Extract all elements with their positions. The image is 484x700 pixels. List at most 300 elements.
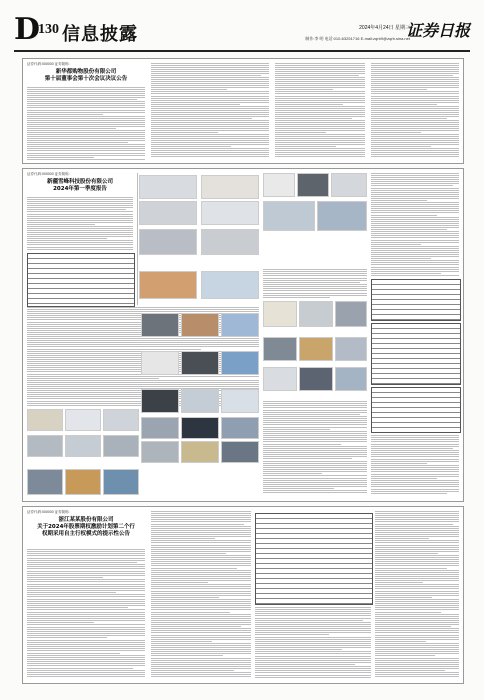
text-line bbox=[151, 67, 269, 68]
text-line bbox=[151, 140, 269, 141]
text-line bbox=[375, 524, 453, 525]
text-line bbox=[371, 69, 459, 70]
article-1-text-col-3 bbox=[275, 63, 365, 159]
text-line bbox=[375, 651, 459, 652]
text-line bbox=[371, 188, 459, 189]
text-line bbox=[375, 601, 459, 602]
text-line bbox=[151, 595, 251, 596]
text-line bbox=[151, 614, 251, 615]
page-letter: D bbox=[14, 12, 41, 47]
text-line bbox=[151, 124, 269, 125]
text-line bbox=[263, 467, 367, 468]
text-line bbox=[371, 136, 459, 137]
text-line bbox=[151, 674, 251, 675]
article-3-text-col-3 bbox=[255, 607, 371, 679]
text-line bbox=[371, 126, 459, 127]
text-line bbox=[371, 91, 459, 92]
text-line bbox=[27, 89, 145, 90]
text-line bbox=[27, 207, 133, 208]
text-line bbox=[375, 616, 459, 617]
text-line bbox=[27, 114, 103, 115]
text-line bbox=[151, 116, 269, 117]
text-line bbox=[151, 511, 251, 512]
product-photo bbox=[221, 351, 259, 375]
article-2-company: 新疆雪峰科技股份有限公司 bbox=[46, 179, 113, 185]
text-line bbox=[371, 246, 459, 247]
text-line bbox=[27, 558, 145, 559]
text-line bbox=[151, 574, 251, 575]
text-line bbox=[27, 676, 145, 677]
product-photo bbox=[139, 201, 197, 225]
product-photo bbox=[65, 435, 101, 457]
text-line bbox=[27, 211, 133, 212]
text-line bbox=[375, 519, 459, 520]
text-line bbox=[151, 519, 251, 520]
text-line bbox=[275, 120, 365, 121]
text-line bbox=[151, 649, 251, 650]
text-line bbox=[275, 134, 365, 135]
text-line bbox=[371, 110, 459, 111]
text-line bbox=[27, 594, 145, 595]
text-line bbox=[375, 536, 459, 537]
text-line bbox=[371, 152, 459, 153]
text-line bbox=[27, 646, 145, 647]
article-2-financial-table-3 bbox=[371, 323, 461, 385]
text-line bbox=[375, 530, 459, 531]
text-line bbox=[263, 288, 367, 289]
text-line bbox=[263, 488, 334, 489]
text-line bbox=[27, 584, 145, 585]
text-line bbox=[151, 651, 251, 652]
text-line bbox=[151, 81, 269, 82]
text-line bbox=[263, 275, 367, 276]
text-line bbox=[375, 643, 459, 644]
text-line bbox=[375, 563, 459, 564]
product-photo bbox=[181, 441, 219, 463]
text-line bbox=[151, 605, 251, 606]
article-2-text-col-4b bbox=[371, 435, 459, 495]
text-line bbox=[375, 660, 459, 661]
text-line bbox=[371, 240, 459, 241]
text-line bbox=[151, 603, 251, 604]
text-line bbox=[151, 138, 269, 139]
text-line bbox=[375, 622, 459, 623]
text-line bbox=[263, 416, 367, 417]
product-photo bbox=[181, 313, 219, 337]
text-line bbox=[275, 91, 365, 92]
text-line bbox=[151, 540, 251, 541]
text-line bbox=[275, 98, 365, 99]
text-line bbox=[371, 231, 459, 232]
text-line bbox=[151, 126, 269, 127]
text-line bbox=[371, 156, 459, 157]
text-line bbox=[27, 575, 145, 576]
text-line bbox=[27, 609, 145, 610]
text-line bbox=[27, 620, 145, 621]
text-line bbox=[375, 674, 459, 675]
text-line bbox=[375, 637, 459, 638]
text-line bbox=[151, 521, 251, 522]
text-line bbox=[275, 93, 365, 94]
text-line bbox=[275, 73, 365, 74]
text-line bbox=[263, 452, 367, 453]
text-line bbox=[371, 183, 459, 184]
text-line bbox=[27, 150, 145, 151]
text-line bbox=[371, 441, 459, 442]
text-line bbox=[371, 456, 459, 457]
product-photo bbox=[201, 271, 259, 299]
product-photo bbox=[27, 435, 63, 457]
text-line bbox=[371, 219, 459, 220]
text-line bbox=[375, 605, 459, 606]
text-line bbox=[27, 566, 145, 567]
text-line bbox=[27, 238, 107, 239]
text-line bbox=[255, 645, 371, 646]
text-line bbox=[263, 422, 367, 423]
text-line bbox=[371, 471, 459, 472]
text-line bbox=[371, 439, 459, 440]
text-line bbox=[275, 79, 365, 80]
product-photo bbox=[221, 417, 259, 439]
text-line bbox=[375, 576, 459, 577]
text-line bbox=[27, 224, 95, 225]
text-line bbox=[27, 631, 145, 632]
text-line bbox=[27, 110, 145, 111]
text-line bbox=[371, 210, 459, 211]
text-line bbox=[255, 649, 342, 650]
text-line bbox=[255, 675, 371, 676]
text-line bbox=[263, 446, 367, 447]
text-line bbox=[371, 227, 459, 228]
text-line bbox=[371, 173, 459, 174]
article-2-financial-table-2 bbox=[371, 279, 461, 321]
text-line bbox=[263, 465, 367, 466]
product-photo bbox=[141, 441, 179, 463]
product-photo bbox=[201, 175, 259, 199]
text-line bbox=[151, 122, 269, 123]
text-line bbox=[375, 578, 459, 579]
text-line bbox=[27, 629, 145, 630]
product-photo bbox=[299, 367, 333, 391]
contact-line: 制作:李 明 电话:010-63251716 E-mail:zqrb9@zqrb.sina.net bbox=[305, 36, 410, 41]
text-line bbox=[27, 616, 145, 617]
text-line bbox=[27, 101, 145, 102]
text-line bbox=[151, 93, 269, 94]
article-3-text-col-2 bbox=[151, 511, 251, 679]
text-line bbox=[371, 248, 459, 249]
text-line bbox=[27, 659, 145, 660]
article-3-title: 关于2024年股票期权激励计划第二个行权期采用自主行权模式的提示性公告 bbox=[37, 524, 135, 537]
text-line bbox=[255, 668, 371, 669]
text-line bbox=[151, 643, 251, 644]
text-line bbox=[151, 622, 251, 623]
text-line bbox=[263, 473, 322, 474]
text-line bbox=[375, 655, 435, 656]
text-line bbox=[27, 612, 145, 613]
text-line bbox=[27, 607, 128, 608]
text-line bbox=[375, 551, 459, 552]
text-line bbox=[151, 154, 269, 155]
text-line bbox=[375, 649, 459, 650]
text-line bbox=[151, 565, 251, 566]
text-line bbox=[371, 73, 459, 74]
text-line bbox=[371, 181, 459, 182]
text-line bbox=[151, 660, 251, 661]
text-line bbox=[27, 240, 133, 241]
text-line bbox=[375, 515, 459, 516]
text-line bbox=[263, 293, 367, 294]
text-line bbox=[255, 670, 371, 671]
text-line bbox=[27, 112, 145, 113]
text-line bbox=[27, 581, 145, 582]
text-line bbox=[27, 226, 133, 227]
text-line bbox=[263, 410, 367, 411]
article-2-text-col-4a bbox=[371, 173, 459, 277]
text-line bbox=[371, 467, 459, 468]
text-line bbox=[263, 414, 360, 415]
text-line bbox=[375, 668, 459, 669]
text-line bbox=[151, 580, 251, 581]
text-line bbox=[27, 635, 145, 636]
text-line bbox=[371, 140, 459, 141]
text-line bbox=[371, 177, 459, 178]
text-line bbox=[151, 599, 251, 600]
text-line bbox=[275, 122, 365, 123]
text-line bbox=[375, 534, 459, 535]
text-line bbox=[371, 93, 459, 94]
text-line bbox=[151, 128, 269, 129]
text-line bbox=[263, 463, 367, 464]
text-line bbox=[151, 591, 251, 592]
text-line bbox=[151, 670, 234, 671]
text-line bbox=[371, 465, 459, 466]
product-photo bbox=[141, 417, 179, 439]
product-image-grid-right bbox=[263, 173, 367, 269]
text-line bbox=[371, 435, 459, 436]
text-line bbox=[371, 204, 459, 205]
text-line bbox=[371, 491, 459, 492]
text-line bbox=[371, 71, 459, 72]
text-line bbox=[371, 194, 459, 195]
text-line bbox=[263, 403, 367, 404]
text-line bbox=[27, 588, 145, 589]
text-line bbox=[371, 208, 459, 209]
text-line bbox=[151, 538, 215, 539]
text-line bbox=[263, 424, 367, 425]
text-line bbox=[255, 628, 371, 629]
text-line bbox=[371, 114, 459, 115]
text-line bbox=[263, 280, 367, 281]
text-line bbox=[375, 635, 459, 636]
text-line bbox=[27, 118, 145, 119]
text-line bbox=[27, 209, 126, 210]
text-line bbox=[27, 228, 133, 229]
text-line bbox=[263, 429, 330, 430]
text-line bbox=[275, 130, 365, 131]
text-line bbox=[275, 65, 365, 66]
article-1-company: 新华都购物股份有限公司 bbox=[55, 69, 117, 75]
text-line bbox=[371, 223, 459, 224]
text-line bbox=[255, 656, 371, 657]
text-line bbox=[263, 433, 367, 434]
text-line bbox=[255, 632, 371, 633]
text-line bbox=[27, 120, 145, 121]
text-line bbox=[371, 138, 459, 139]
text-line bbox=[375, 653, 459, 654]
text-line bbox=[27, 220, 133, 221]
text-line bbox=[275, 112, 365, 113]
text-line bbox=[27, 599, 145, 600]
text-line bbox=[151, 635, 251, 636]
text-line bbox=[371, 150, 459, 151]
text-line bbox=[375, 574, 459, 575]
text-line bbox=[27, 136, 145, 137]
text-line bbox=[371, 122, 459, 123]
product-photo bbox=[331, 173, 367, 197]
text-line bbox=[27, 91, 145, 92]
text-line bbox=[27, 555, 145, 556]
text-line bbox=[275, 81, 365, 82]
text-line bbox=[371, 242, 459, 243]
text-line bbox=[263, 444, 341, 445]
text-line bbox=[371, 65, 459, 66]
text-line bbox=[371, 196, 459, 197]
text-line bbox=[27, 627, 145, 628]
text-line bbox=[151, 616, 251, 617]
text-line bbox=[375, 624, 459, 625]
article-1-text-col-4 bbox=[371, 63, 459, 159]
text-line bbox=[275, 110, 365, 111]
text-line bbox=[27, 549, 145, 550]
product-photo bbox=[27, 469, 63, 495]
text-line bbox=[275, 87, 365, 88]
text-line bbox=[27, 122, 145, 123]
text-line bbox=[255, 630, 371, 631]
text-line bbox=[375, 559, 459, 560]
text-line bbox=[255, 611, 371, 612]
text-line bbox=[275, 152, 365, 153]
text-line bbox=[375, 658, 459, 659]
text-line bbox=[371, 212, 459, 213]
text-line bbox=[371, 75, 453, 76]
text-line bbox=[27, 199, 133, 200]
text-line bbox=[151, 630, 251, 631]
text-line bbox=[371, 116, 459, 117]
text-line bbox=[27, 124, 145, 125]
text-line bbox=[375, 540, 459, 541]
text-line bbox=[371, 215, 437, 216]
text-line bbox=[371, 474, 459, 475]
text-line bbox=[371, 202, 459, 203]
text-line bbox=[151, 584, 251, 585]
text-line bbox=[27, 107, 145, 108]
text-line bbox=[151, 75, 261, 76]
text-line bbox=[151, 150, 269, 151]
text-line bbox=[275, 148, 365, 149]
text-line bbox=[375, 666, 459, 667]
text-line bbox=[275, 71, 365, 72]
text-line bbox=[151, 114, 269, 115]
text-line bbox=[27, 216, 133, 217]
text-line bbox=[27, 148, 145, 149]
text-line bbox=[263, 450, 367, 451]
text-line bbox=[255, 677, 371, 678]
text-line bbox=[375, 588, 459, 589]
text-line bbox=[371, 200, 427, 201]
text-line bbox=[27, 126, 145, 127]
text-line bbox=[375, 557, 459, 558]
text-line bbox=[371, 463, 427, 464]
text-line bbox=[255, 641, 371, 642]
text-line bbox=[27, 568, 145, 569]
text-line bbox=[375, 580, 459, 581]
text-line bbox=[27, 378, 159, 379]
text-line bbox=[255, 637, 371, 638]
product-photo bbox=[297, 173, 329, 197]
text-line bbox=[151, 624, 251, 625]
text-line bbox=[151, 79, 269, 80]
text-line bbox=[255, 615, 371, 616]
text-line bbox=[263, 297, 330, 298]
text-line bbox=[263, 401, 367, 402]
text-line bbox=[151, 73, 269, 74]
text-line bbox=[151, 545, 251, 546]
text-line bbox=[375, 553, 438, 554]
text-line bbox=[275, 156, 365, 157]
text-line bbox=[375, 664, 459, 665]
text-line bbox=[375, 582, 423, 583]
text-line bbox=[275, 144, 365, 145]
text-line bbox=[375, 662, 459, 663]
product-photo bbox=[103, 435, 139, 457]
text-line bbox=[275, 140, 365, 141]
text-line bbox=[151, 110, 269, 111]
text-line bbox=[375, 639, 459, 640]
text-line bbox=[27, 618, 145, 619]
text-line bbox=[375, 538, 429, 539]
article-3 bbox=[22, 506, 464, 684]
text-line bbox=[27, 142, 128, 143]
text-line bbox=[371, 229, 447, 230]
text-line bbox=[151, 532, 251, 533]
masthead bbox=[14, 14, 470, 52]
text-line bbox=[263, 486, 367, 487]
product-photo bbox=[263, 337, 297, 361]
text-line bbox=[275, 104, 343, 105]
text-line bbox=[275, 100, 365, 101]
section-title: 信息披露 bbox=[62, 24, 138, 45]
text-line bbox=[275, 75, 359, 76]
text-line bbox=[371, 179, 459, 180]
text-line bbox=[375, 597, 432, 598]
text-line bbox=[255, 618, 371, 619]
text-line bbox=[371, 154, 459, 155]
text-line bbox=[371, 144, 459, 145]
text-line bbox=[275, 154, 365, 155]
text-line bbox=[263, 271, 367, 272]
product-photo bbox=[181, 417, 219, 439]
text-line bbox=[255, 664, 355, 665]
text-line bbox=[275, 108, 365, 109]
text-line bbox=[27, 590, 145, 591]
text-line bbox=[27, 93, 145, 94]
text-line bbox=[27, 648, 145, 649]
text-line bbox=[255, 672, 371, 673]
text-line bbox=[275, 132, 326, 133]
text-line bbox=[27, 97, 145, 98]
page-number: 130 bbox=[38, 22, 59, 37]
text-line bbox=[151, 639, 251, 640]
